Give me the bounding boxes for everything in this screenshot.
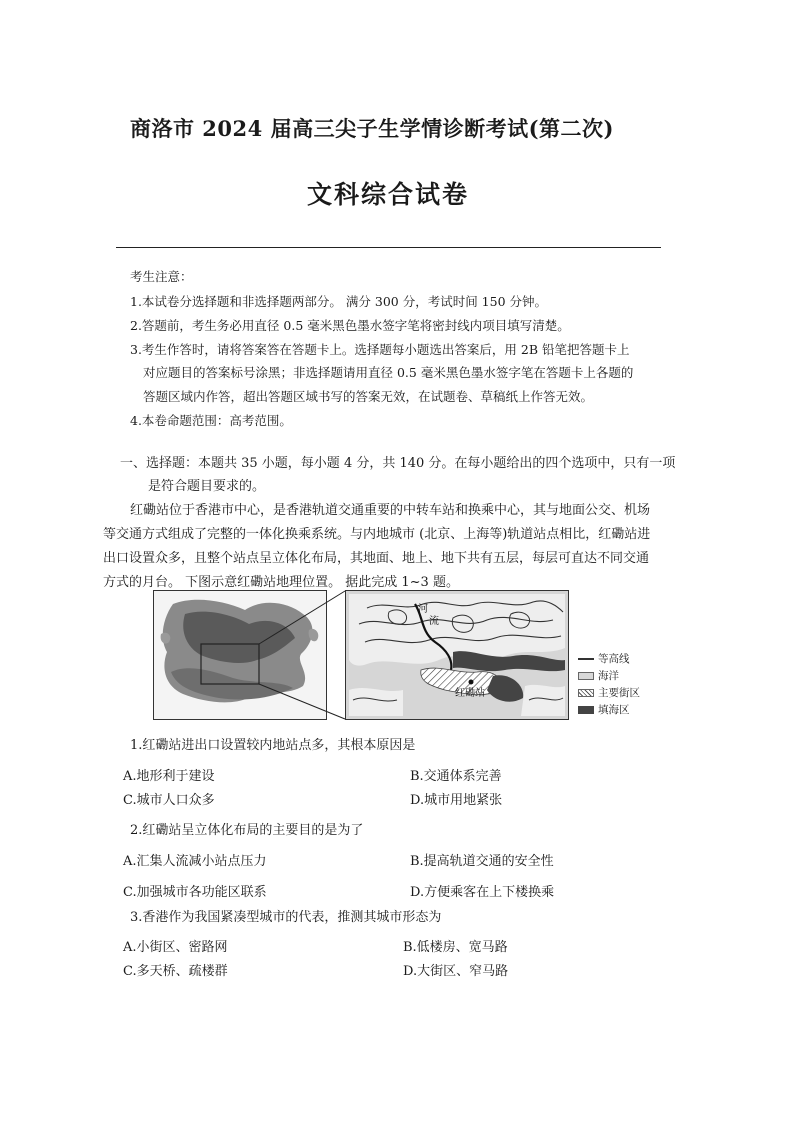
question-3-option-a: A.小街区、密路网 [123, 940, 228, 955]
question-1-option-c: C.城市人口众多 [123, 793, 215, 808]
question-1-stem: 1.红磡站进出口设置较内地站点多，其根本原因是 [130, 738, 416, 753]
notice-item-2: 2.答题前，考生务必用直径 0.5 毫米黑色墨水签字笔将密封线内项目填写清楚。 [130, 318, 570, 333]
overview-map [154, 591, 327, 720]
map-legend [578, 650, 640, 718]
passage-line-4: 方式的月台。 下图示意红磡站地理位置。 据此完成 1~3 题。 [103, 575, 459, 590]
reclaim-swatch [578, 706, 594, 714]
question-3-option-c: C.多天桥、疏楼群 [123, 964, 228, 979]
legend-contour [578, 650, 640, 667]
section-heading-line-1: 一、选择题：本题共 35 小题，每小题 4 分，共 140 分。在每小题给出的四个选项中，只有一项 [120, 456, 676, 471]
ocean-swatch [578, 672, 594, 680]
legend-reclaim [578, 701, 640, 718]
river-label-1: 河 [418, 604, 428, 615]
exam-subtitle: 文科综合试卷 [307, 180, 470, 209]
question-1-option-a: A.地形利于建设 [123, 769, 215, 784]
question-3-option-d: D.大街区、窄马路 [403, 964, 509, 979]
question-3-stem: 3.香港作为我国紧凑型城市的代表，推测其城市形态为 [130, 910, 442, 925]
notice-item-3-line-2: 对应题目的答案标号涂黑；非选择题请用直径 0.5 毫米黑色墨水签字笔在答题卡上各题的 [143, 365, 634, 380]
notice-item-3-line-3: 答题区域内作答，超出答题区域书写的答案无效，在试题卷、草稿纸上作答无效。 [143, 389, 594, 404]
section-heading-line-2: 是符合题目要求的。 [148, 479, 266, 494]
notice-item-4: 4.本卷命题范围：高考范围。 [130, 413, 292, 428]
question-2-option-c: C.加强城市各功能区联系 [123, 885, 267, 900]
legend-ocean [578, 667, 640, 684]
legend-ocean-label: 海洋 [598, 670, 619, 682]
location-map-svg [153, 590, 569, 720]
passage-line-3: 出口设置众多，且整个站点呈立体化布局，其地面、地上、地下共有五层，每层可直达不同交通 [103, 551, 650, 566]
passage-line-2: 等交通方式组成了完整的一体化换乘系统。与内地城市 (北京、上海等)轨道站点相比，红磡站进 [103, 527, 651, 542]
exam-title: 商洛市 2024 届高三尖子生学情诊断考试(第二次) [130, 116, 614, 141]
notice-item-1: 1.本试卷分选择题和非选择题两部分。 满分 300 分，考试时间 150 分钟。 [130, 294, 548, 309]
legend-reclaim-label: 填海区 [598, 704, 630, 716]
question-1-option-d: D.城市用地紧张 [410, 793, 503, 808]
question-2-option-b: B.提高轨道交通的安全性 [410, 854, 554, 869]
street-swatch [578, 689, 594, 697]
contour-line-swatch [578, 658, 594, 660]
question-2-option-a: A.汇集人流减小站点压力 [123, 854, 267, 869]
notice-item-3-line-1: 3.考生作答时，请将答案答在答题卡上。选择题每小题选出答案后，用 2B 铅笔把答题卡上 [130, 342, 630, 357]
notice-heading: 考生注意： [130, 269, 193, 284]
header-divider [116, 247, 661, 248]
legend-contour-label: 等高线 [598, 653, 630, 665]
location-map-figure [153, 590, 569, 720]
station-label: 红磡站 [455, 688, 485, 699]
question-1-option-b: B.交通体系完善 [410, 769, 502, 784]
question-2-option-d: D.方便乘客在上下楼换乘 [410, 885, 555, 900]
question-2-stem: 2.红磡站呈立体化布局的主要目的是为了 [130, 823, 364, 838]
legend-street-label: 主要街区 [598, 687, 640, 699]
question-3-option-b: B.低楼房、宽马路 [403, 940, 508, 955]
legend-street [578, 684, 640, 701]
passage-line-1: 红磡站位于香港市中心，是香港轨道交通重要的中转车站和换乘中心，其与地面公交、机场 [130, 503, 651, 518]
detail-map [346, 591, 569, 720]
river-label-2: 流 [429, 616, 439, 627]
